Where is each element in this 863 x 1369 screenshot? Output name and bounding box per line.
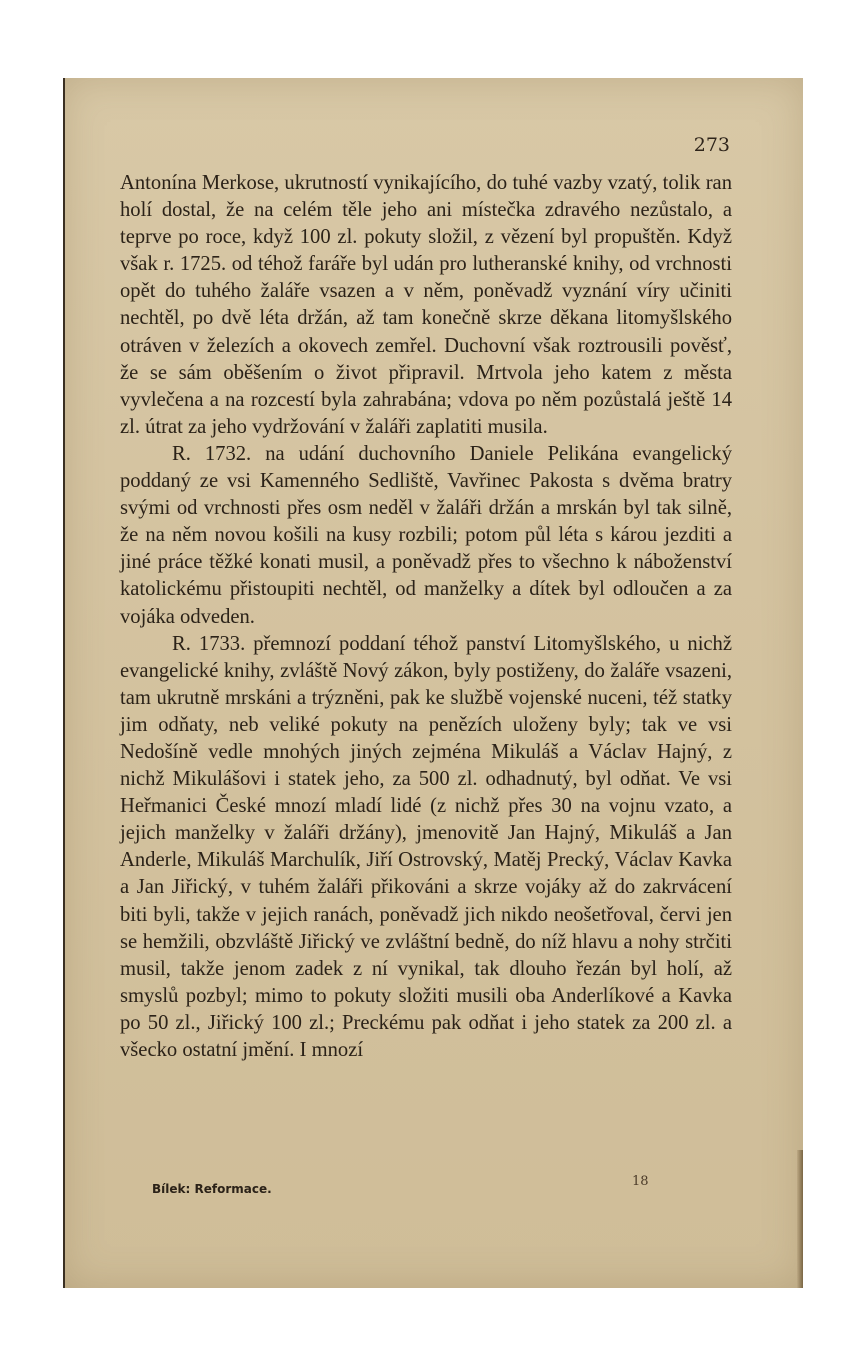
page-edge-right [797,1150,803,1288]
paragraph-1: Antonína Merkose, ukrutností vynikajícího, do tuhé vazby vzatý, tolik ran holí dostal, že na celém těle jeho ani místečka zdravého nezůstalo, a teprve po roce, když 100 zl. pokuty složil, z vězení byl propuštěn. Když však r. 1725. od téhož faráře byl udán pro lutheranské knihy, od vrchnosti opět do tuhého žaláře vsazen a v něm, poněvadž vyznání víry učiniti nechtěl, po dvě léta držán, až tam konečně skrze děkana litomyšlského otráven v železích a okovech zemřel. Duchovní však roztrousili pověsť, že se sám oběšením o život připravil. Mrtvola jeho katem z města vyvlečena a na rozcestí byla zahrabána; vdova po něm pozůstalá ještě 14 zl. útrat za jeho vydržování v žaláři zaplatiti musila. [120,172,732,438]
footer-signature: Bílek: Reformace. [152,1182,272,1196]
body-text [120,170,732,1064]
page-edge-left [63,78,65,1288]
footer-mark: 18 [632,1174,649,1189]
paragraph-3: R. 1733. přemnozí poddaní téhož panství Litomyšlského, u nichž evangelické knihy, zvláště Nový zákon, byly postiženy, do žaláře vsazeni, tam ukrutně mrskáni a trýzněni, pak ke službě vojenské nuceni, též statky jim odňaty, neb veliké pokuty na penězích uloženy byly; tak ve vsi Nedošíně vedle mnohých jiných zejména Mikuláš a Václav Hajný, z nichž Mikulášovi i statek jeho, za 500 zl. odhadnutý, byl odňat. Ve vsi Heřmanici České mnozí mladí lidé (z nichž přes 30 na vojnu vzato, a jejich manželky v žaláři držány), jmenovitě Jan Hajný, Mikuláš a Jan Anderle, Mikuláš Marchulík, Jiří Ostrovský, Matěj Precký, Václav Kavka a Jan Jiřický, v tuhém žaláři přikováni a skrze vojáky až do zakrvácení biti byli, takže v jejich ranách, poněvadž jich nikdo neošetřoval, červi jen se hemžili, obzvláště Jiřický ve zvláštní bedně, do níž hlavu a nohy strčiti musil, takže jenom zadek z ní vynikal, tak dlouho řezán byl holí, až smyslů pozbyl; mimo to pokuty složiti musili oba Anderlíkové a Kavka po 50 zl., Jiřický 100 zl.; Preckému pak odňat i jeho statek za 200 zl. a všecko ostatní jmění. I mnozí [120,632,732,1061]
paragraph-2: R. 1732. na udání duchovního Daniele Pelikána evangelický poddaný ze vsi Kamenného Sedliště, Vavřinec Pakosta s dvěma bratry svými od vrchnosti přes osm neděl v žaláři držán a mrskán byl tak silně, že na něm novou košili na kusy rozbili; potom půl léta s károu jezditi a jiné práce těžké konati musil, a poněvadž přes to všechno k náboženství katolickému přistoupiti nechtěl, od manželky a dítek byl odloučen a za vojáka odveden. [120,442,732,628]
page-number: 273 [693,134,730,156]
